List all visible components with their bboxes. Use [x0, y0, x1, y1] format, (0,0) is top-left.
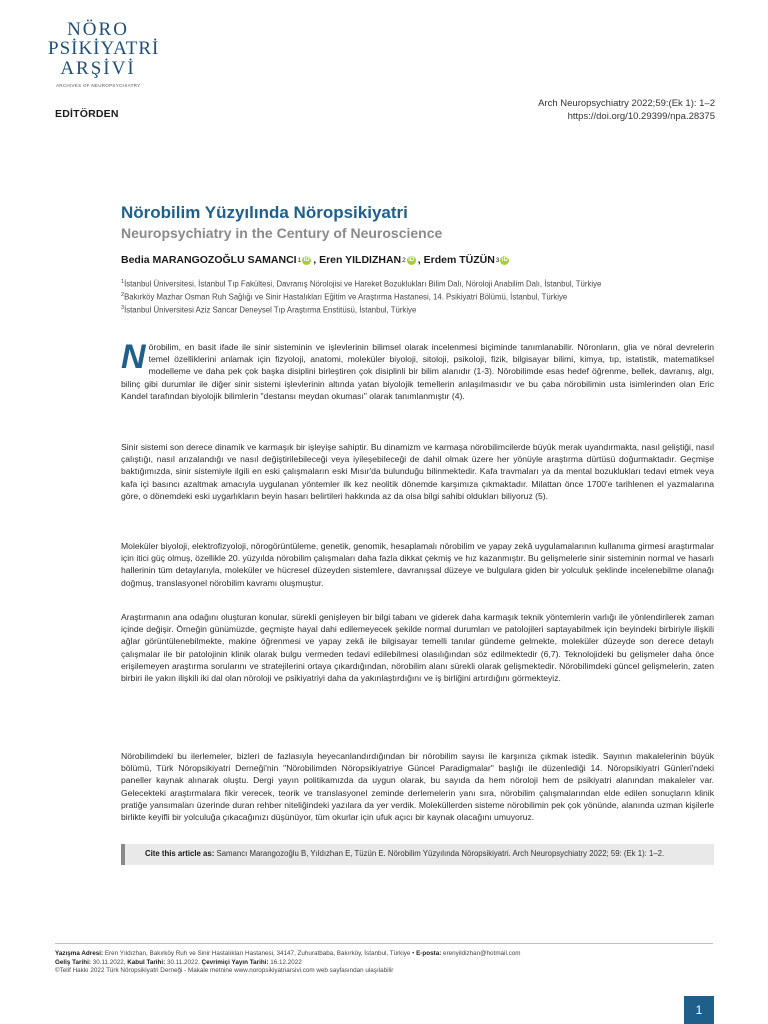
- journal-citation: Arch Neuropsychiatry 2022;59:(Ek 1): 1–2: [538, 98, 715, 109]
- received-label: Geliş Tarihi:: [55, 958, 91, 966]
- paragraph-text: örobilim, en basit ifade ile sinir sisteminin ve işlevlerinin bilimsel olarak incelenmesi biçiminde tanımlanabilir. Nöronların, glia ve nöral devrelerin temel özelliklerini anlamak için fizyoloji, anatomi, moleküler biyoloji, sitoloji, psikoloji, fizik, bilgisayar bilimi, kimya, tıp, istatistik, matematiksel modelleme ve daha pek çok başka disiplini birleştiren çok disiplinli bir bilim alanıdır (1-3). Nörobilimde esas hedef öğrenme, bellek, davranış, algı, bilinç gibi durumlar ile diğer sinir sistemi işlevlerinin altında yatan biyolojik temellerin anlaşılmasıdır ve bu çaba nörobilimin usta isimlerinden olan Eric Kandel tarafından biyolojik bilimlerin "destansı meydan okuması" olarak tanımlanmıştır (4).: [121, 342, 714, 401]
- affiliation: [121, 303, 601, 316]
- author-name: Eren YILDIZHAN: [319, 254, 402, 266]
- author-separator: ,: [417, 254, 424, 266]
- author-separator: ,: [313, 254, 320, 266]
- footer: [55, 950, 521, 976]
- footer-divider: [55, 943, 713, 944]
- journal-info: [538, 97, 715, 123]
- article-title: Nörobilim Yüzyılında Nöropsikiyatri: [121, 203, 408, 222]
- correspondence-address: Eren Yıldızhan, Bakırköy Ruh ve Sinir Hastalıkları Hastanesi, 34147, Zuhuratbaba, Bakırköy, İstanbul, Türkiye: [103, 950, 411, 957]
- affiliation: [121, 277, 601, 290]
- logo-line-1: NÖRO: [67, 19, 129, 40]
- affiliation-text: İstanbul Üniversitesi, İstanbul Tıp Fakültesi, Davranış Nörolojisi ve Hareket Bozuklukları Bilim Dalı, Nöroloji Anabilim Dalı, İstanbul, Türkiye: [124, 279, 602, 289]
- section-label: EDİTÖRDEN: [55, 108, 119, 120]
- author-sup: 1: [297, 256, 302, 264]
- body-paragraph: Nörobilimdeki bu ilerlemeler, bizleri de fazlasıyla heyecanlandırdığından bir nörobilim sayısı ile karşınıza çıkmak istedik. Sayının makalelerinin büyük bölümü, Türk Nöropsikiyatri Derneği'nin "Nörobilimden Nöropsikiyatriye Güncel Paradigmalar" başlığı ile düzenlediği 14. Nöropsikiyatri Günleri'ndeki paneller kaynak alınarak oluştu. Dergi yayın politikamızda da uygun olarak, bu sayıda da hem nöroloji hem de psikiyatri alanından makaleler var. Gelecekteki araştırmalara fikir verecek, teorik ve translasyonel zeminde derlemelerin yanı sıra, nörobilim çalışmalarından elde edilen sonuçların klinik pratiğe yansımaları üzerinde duran rehber niteliğindeki yazılara da yer verdik. Moleküllerden sisteme nörobilimin pek çok yönünde, alanında uzman kişilerle birlikte keyifli bir yolculuğa çıkacağınızı düşünüyor, tüm okurlar için ufuk açıcı bir kaynak olacağını umuyoruz.: [121, 751, 714, 823]
- copyright-line: ©Telif Hakkı 2022 Türk Nöropsikiyatri Derneği - Makale metnine www.noropsikiyatriarsivi.com web sayfasından ulaşılabilir: [55, 967, 394, 974]
- correspondence-label: Yazışma Adresi:: [55, 950, 104, 957]
- orcid-icon[interactable]: iD: [501, 256, 508, 263]
- online-label: Çevrimiçi Yayın Tarihi:: [201, 958, 269, 966]
- logo-line-2: PSİKİYATRİ: [48, 38, 160, 59]
- drop-cap: N: [121, 338, 146, 376]
- affiliation-sup: 2: [121, 292, 125, 299]
- body-paragraph: Sinir sistemi son derece dinamik ve karmaşık bir işleyişe sahiptir. Bu dinamizm ve karmaşa nörobilimcilerde büyük merak uyandırmakta, nasıl geliştiği, nasıl çalıştığı, nasıl arızalandığı ve nasıl değiştirilebileceği veya iyileşebileceği de dahil olmak üzere her yönüyle araştırma dürtüsü doğurmaktadır. Geçmişe baktığımızda, sinir sistemiyle ilgili en eski çalışmaların eski Mısır'da bulunduğu bilinmektedir. Kafa travmaları ya da mental bozuklukları tedavi etmek veya kafa içi basıncı azaltmak amacıyla uygulanan yöntemler ilk kez neolitik dönemde karşımıza çıkmaktadır. Milattan önce 1700'e tarihlenen el yazmalarına göre, o dönemdeki eski uygarlıkların beyin hasarı belirtileri hakkında az da olsa bilgi sahibi oldukları biliyoruz (5).: [121, 442, 714, 501]
- affiliations: [121, 277, 601, 316]
- online-date: 16.12.2022: [268, 958, 302, 966]
- cite-label: Cite this article as:: [145, 849, 215, 858]
- article-subtitle-en: Neuropsychiatry in the Century of Neuroscience: [121, 225, 443, 241]
- footer-separator: •: [410, 950, 417, 957]
- affiliation-text: İstanbul Üniversitesi Aziz Sancar Deneysel Tıp Araştırma Enstitüsü, İstanbul, Türkiye: [124, 305, 417, 315]
- body-paragraph: [121, 338, 714, 402]
- email-label: E-posta:: [416, 950, 442, 957]
- cite-box: [121, 844, 714, 865]
- author-list: [121, 254, 511, 266]
- author-sup: 3: [495, 256, 500, 264]
- received-date: 30.11.2022,: [90, 958, 128, 966]
- author-name: Bedia MARANGOZOĞLU SAMANCI: [121, 254, 297, 266]
- author-sup: 2: [402, 256, 406, 264]
- cite-text: [145, 849, 664, 858]
- cite-bar: [121, 844, 125, 865]
- logo-line-3: ARŞİVİ: [60, 58, 136, 79]
- accepted-date: 30.11.2022,: [165, 958, 202, 966]
- orcid-icon[interactable]: iD: [408, 256, 415, 263]
- affiliation-text: Bakırköy Mazhar Osman Ruh Sağlığı ve Sinir Hastalıkları Eğitim ve Araştırma Hastanesi, 14. Psikiyatri Bölümü, İstanbul, Türkiye: [124, 292, 568, 302]
- doi-link[interactable]: https://doi.org/10.29399/npa.28375: [567, 111, 715, 122]
- accepted-label: Kabul Tarihi:: [127, 958, 166, 966]
- page-number: 1: [684, 996, 714, 1024]
- affiliation-sup: 3: [121, 305, 125, 312]
- journal-logo: [48, 19, 160, 88]
- orcid-icon[interactable]: iD: [303, 256, 310, 263]
- affiliation: [121, 290, 601, 303]
- body-paragraph: Moleküler biyoloji, elektrofizyoloji, nörogörüntüleme, genetik, genomik, hesaplamalı nörobilim ve yapay zekâ uygulamalarının kullanıma girmesi araştırmalar için itici güç olmuş, özellikle 20. yüzyılda nörobilim çalışmaları daha fazla dikkat çekmiş ve hız kazanmıştır. Bu gelişmelerle sinir sisteminin normal ve hasarlı hallerinin tüm detaylarıyla, moleküler ve hücresel düzeyden sistemlere, davranışsal düzeye ve bulgulara giden bir yolculuk şeklinde incelenebilme olanağı doğmuş, translasyonel nörobilim kavramı oluşmuştur.: [121, 541, 714, 588]
- logo-subtitle: ARCHIVES OF NEUROPSYCHIATRY: [56, 83, 141, 88]
- body-paragraph: Araştırmanın ana odağını oluşturan konular, sürekli genişleyen bir bilgi tabanı ve giderek daha karmaşık teknik yöntemlerin varlığı ile yönlendirilerek zaman içinde değişir. Örneğin günümüzde, geçmişte hayal dahi edilemeyecek şekilde normal durumları ve patolojileri saptayabilmek için beyindeki birbiriyle ilişkili ağlar görüntülenebilmekte, makine öğrenmesi ve yapay zekâ ile bilgisayar temelli tanılar gündeme gelmekte, moleküler düzeyde son derece detaylı çalışmalar ile bir patolojinin klinik olarak bulgu vermeden tedavi edilebilmesi olasılığından söz edilmektedir (6,7). Teknolojideki bu gelişmeler daha önce erişilemeyen araştırma sorularını ve stratejilerini ortaya çıkardığından, nörobilim alanı sürekli olarak gelişmektedir. Nörobilimdeki güncel gelişmelerin, zaten birbiri ile yakın ilişkili iki dal olan nöroloji ve psikiyatriyi daha da yakınlaştırdığını ve iş birliğini artırdığını görmekteyiz.: [121, 612, 714, 684]
- affiliation-sup: 1: [121, 279, 125, 285]
- cite-reference: Samancı Marangozoğlu B, Yıldızhan E, Tüzün E. Nörobilim Yüzyılında Nöropsikiyatri. Arch Neuropsychiatry 2022; 59: (Ek 1): 1–2.: [214, 849, 665, 858]
- email-address[interactable]: erenyildizhan@hotmail.com: [441, 950, 521, 957]
- correspondence-line: [55, 950, 521, 959]
- author-name: Erdem TÜZÜN: [423, 254, 495, 266]
- dates-line: [55, 959, 521, 968]
